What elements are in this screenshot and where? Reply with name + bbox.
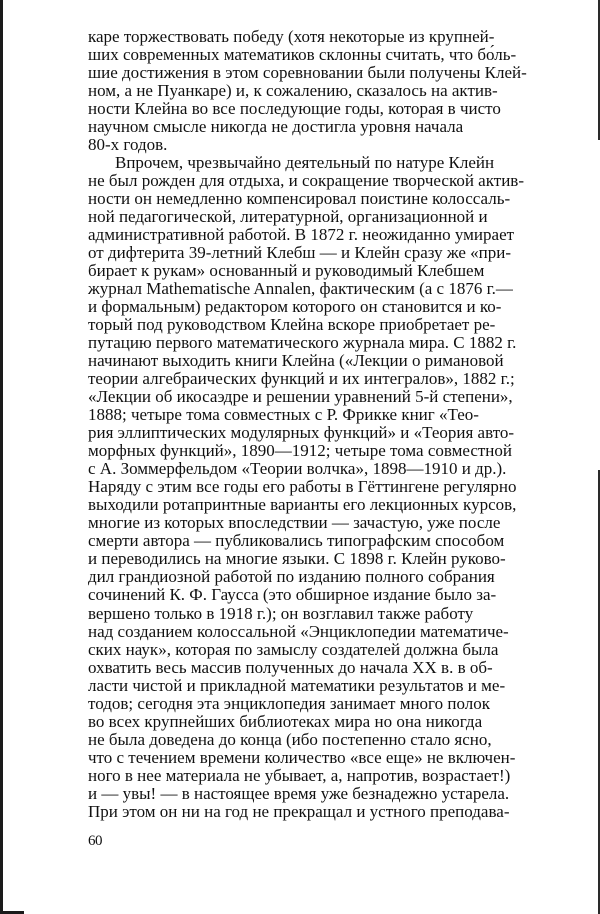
text-line: над созданием колоссальной «Энциклопедии математиче- [88, 621, 509, 641]
text-line: ной педагогической, литературной, организационной и [88, 207, 488, 227]
text-line: 80-х годов. [88, 135, 168, 155]
text-line: дил грандиозной работой по изданию полного собрания [88, 567, 495, 587]
text-line: начинают выходить книги Клейна («Лекции о римановой [88, 351, 504, 371]
text-line: и — увы! — в настоящее время уже безнадежно устарела. [88, 783, 510, 803]
text-line: ности Клейна во все последующие годы, которая в чисто [88, 99, 501, 119]
text-line: морфных функций», 1890—1912; четыре тома совместной [88, 441, 512, 461]
text-line: ласти чистой и прикладной математики результатов и ме- [88, 675, 506, 695]
text-line: ших современных математиков склонны считать, что бо́ль- [88, 45, 517, 65]
text-line: многие из которых впоследствии — зачастую, уже после [88, 513, 501, 533]
text-line: ного в нее материала не убывает, а, напротив, возрастает!) [88, 765, 511, 785]
text-line: бирает к рукам» основанный и руководимый Клебшем [88, 261, 485, 281]
text-line: теории алгебраических функций и их интегралов», 1882 г.; [88, 369, 515, 389]
text-line: каре торжествовать победу (хотя некоторые из крупней- [88, 27, 495, 46]
text-line: ских наук», которая по замыслу создателей должна была [88, 639, 499, 659]
scan-border-left [0, 0, 3, 914]
text-line: ном, а не Пуанкаре) и, к сожалению, сказалось на актив- [88, 81, 498, 101]
text-line: Наряду с этим все годы его работы в Гёттингене регулярно [88, 477, 517, 497]
text-line: с А. Зоммерфельдом «Теории волчка», 1898—1910 и др.). [88, 459, 507, 479]
text-line: сочинений К. Ф. Гаусса (это обширное издание было за- [88, 585, 497, 605]
text-line: рия эллиптических модулярных функций» и «Теория авто- [88, 423, 515, 443]
text-line: научном смысле никогда не достигла уровня начала [88, 117, 464, 137]
text-line: во всех крупнейших библиотеках мира но она никогда [88, 711, 483, 731]
text-line: путацию первого математического журнала мира. С 1882 г. [88, 333, 517, 353]
text-line: журнал Mathematische Annalen, фактическим (а с 1876 г.— [88, 279, 513, 299]
text-line: 1888; четыре тома совместных с Р. Фрикке книг «Тео- [88, 405, 479, 425]
text-line: не был рожден для отдыха, и сокращение творческой актив- [88, 171, 524, 191]
text-line: тодов; сегодня эта энциклопедия занимает много полок [88, 693, 490, 713]
body-text [88, 28, 564, 821]
text-line: охватить весь массив полученных до начала XX в. в об- [88, 657, 493, 677]
text-line: ности он немедленно компенсировал поистине колоссаль- [88, 189, 511, 209]
page-number: 60 [88, 833, 102, 849]
text-line: торый под руководством Клейна вскоре приобретает ре- [88, 315, 496, 335]
text-line: «Лекции об икосаэдре и решении уравнений 5-й степени», [88, 387, 513, 407]
text-line: вершено только в 1918 г.); он возглавил также работу [88, 603, 474, 623]
text-line: административной работой. В 1872 г. неожиданно умирает [88, 225, 515, 245]
text-line: и формальным) редактором которого он становится и ко- [88, 297, 502, 317]
text-line: смерти автора — публиковались типографским способом [88, 531, 505, 551]
text-line: шие достижения в этом соревновании были получены Клей- [88, 63, 527, 83]
text-line: не была доведена до конца (ибо постепенно стало ясно, [88, 729, 492, 749]
text-line: выходили ротапринтные варианты его лекционных курсов, [88, 495, 517, 515]
text-line: от дифтерита 39-летний Клебш — и Клейн сразу же «при- [88, 243, 512, 263]
text-line: Впрочем, чрезвычайно деятельный по натуре Клейн [115, 153, 495, 173]
text-line: и переводились на многие языки. С 1898 г. Клейн руково- [88, 549, 506, 569]
text-line: При этом он ни на год не прекращал и устного преподава- [88, 801, 510, 821]
text-line: что с течением времени количество «все еще» не включен- [88, 747, 516, 767]
